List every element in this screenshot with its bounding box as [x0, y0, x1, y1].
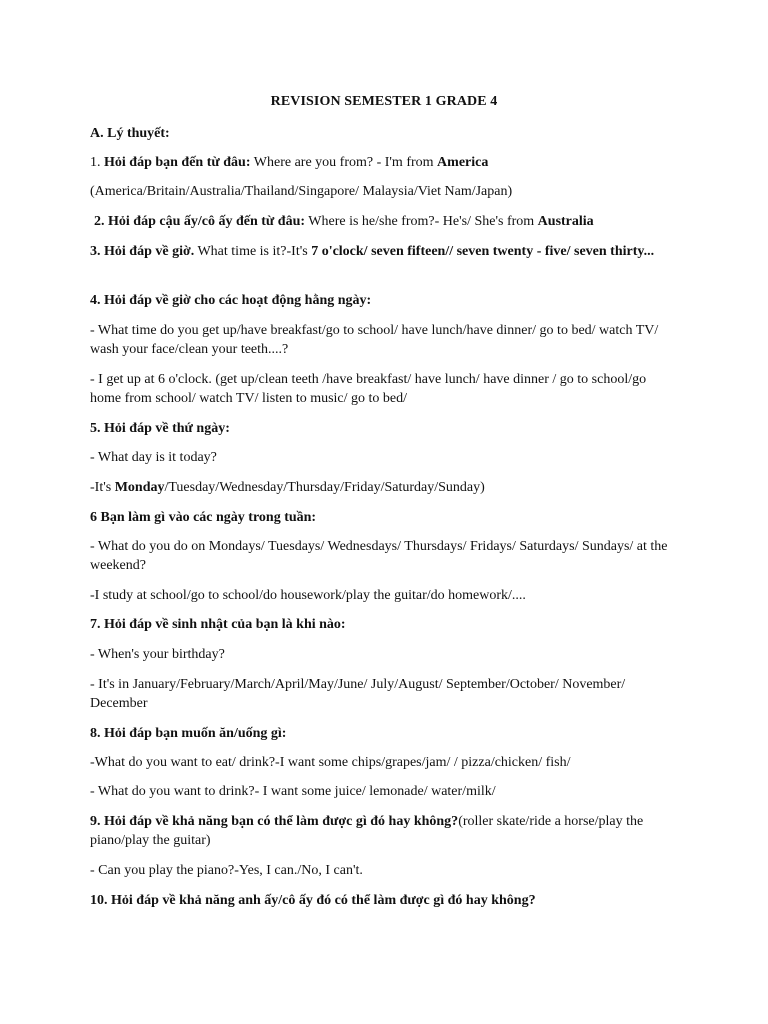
item-2-heading: 2. Hỏi đáp cậu ấy/cô ấy đến từ đâu: — [94, 214, 306, 229]
item-2 — [94, 212, 694, 231]
item-1 — [90, 153, 680, 172]
item-9-activities: (roller skate/ride a horse/play the piano/play the guitar) — [90, 814, 644, 848]
item-9-answer: - Can you play the piano?-Yes, I can./No, I can't. — [90, 863, 363, 878]
item-4-answer: - I get up at 6 o'clock. (get up/clean teeth /have breakfast/ have lunch/ have dinner / go to school/go home from school/ watch TV/ listen to music/ go to bed/ — [90, 372, 647, 406]
item-3-answer: 7 o'clock/ seven fifteen// seven twenty - five/ seven thirty... — [311, 244, 655, 259]
item-7-heading: 7. Hỏi đáp về sinh nhật của bạn là khi nào: — [90, 617, 346, 632]
item-4-question: - What time do you get up/have breakfast/go to school/ have lunch/have dinner/ go to bed/ watch TV/ wash your face/clean your teeth....? — [90, 323, 659, 357]
item-4-heading: 4. Hỏi đáp về giờ cho các hoạt động hằng ngày: — [90, 293, 372, 308]
item-1-answer: America — [437, 155, 489, 170]
item-1-heading: Hỏi đáp bạn đến từ đâu: — [104, 155, 251, 170]
item-5-answer-days: /Tuesday/Wednesday/Thursday/Friday/Saturday/Sunday) — [164, 480, 485, 495]
item-3 — [90, 242, 670, 261]
item-9 — [90, 812, 675, 850]
item-10-heading: 10. Hỏi đáp về khả năng anh ấy/cô ấy đó có thể làm được gì đó hay không? — [90, 893, 536, 908]
item-8-question-drink: - What do you want to drink?- I want some juice/ lemonade/ water/milk/ — [90, 784, 496, 799]
item-1-text: Where are you from? - I'm from — [250, 155, 438, 170]
document-title: REVISION SEMESTER 1 GRADE 4 — [270, 94, 498, 109]
item-3-text: What time is it?-It's — [194, 244, 312, 259]
item-2-answer: Australia — [537, 214, 594, 229]
item-7-question: - When's your birthday? — [90, 647, 225, 662]
item-6-answer: -I study at school/go to school/do housework/play the guitar/do homework/.... — [90, 588, 526, 603]
item-5-question: - What day is it today? — [90, 450, 217, 465]
item-5-answer — [90, 478, 680, 497]
item-8-heading: 8. Hỏi đáp bạn muốn ăn/uống gì: — [90, 726, 287, 741]
item-1-number: 1. — [90, 155, 104, 170]
item-2-text: Where is he/she from?- He's/ She's from — [305, 214, 538, 229]
item-9-heading: 9. Hỏi đáp về khả năng bạn có thể làm được gì đó hay không? — [90, 814, 459, 829]
item-7-answer: - It's in January/February/March/April/May/June/ July/August/ September/October/ November/ December — [90, 677, 626, 711]
item-5-answer-day: Monday — [114, 480, 165, 495]
item-1-country-list: (America/Britain/Australia/Thailand/Singapore/ Malaysia/Viet Nam/Japan) — [90, 184, 513, 199]
item-3-heading: 3. Hỏi đáp về giờ. — [90, 244, 195, 259]
item-6-heading: 6 Bạn làm gì vào các ngày trong tuần: — [90, 510, 317, 525]
section-a-heading: A. Lý thuyết: — [90, 126, 170, 141]
item-6-question: - What do you do on Mondays/ Tuesdays/ Wednesdays/ Thursdays/ Fridays/ Saturdays/ Sundays/ at the weekend? — [90, 539, 668, 573]
item-8-question-eat: -What do you want to eat/ drink?-I want some chips/grapes/jam/ / pizza/chicken/ fish/ — [90, 755, 571, 770]
item-5-answer-prefix: -It's — [90, 480, 115, 495]
item-5-heading: 5. Hỏi đáp về thứ ngày: — [90, 421, 230, 436]
